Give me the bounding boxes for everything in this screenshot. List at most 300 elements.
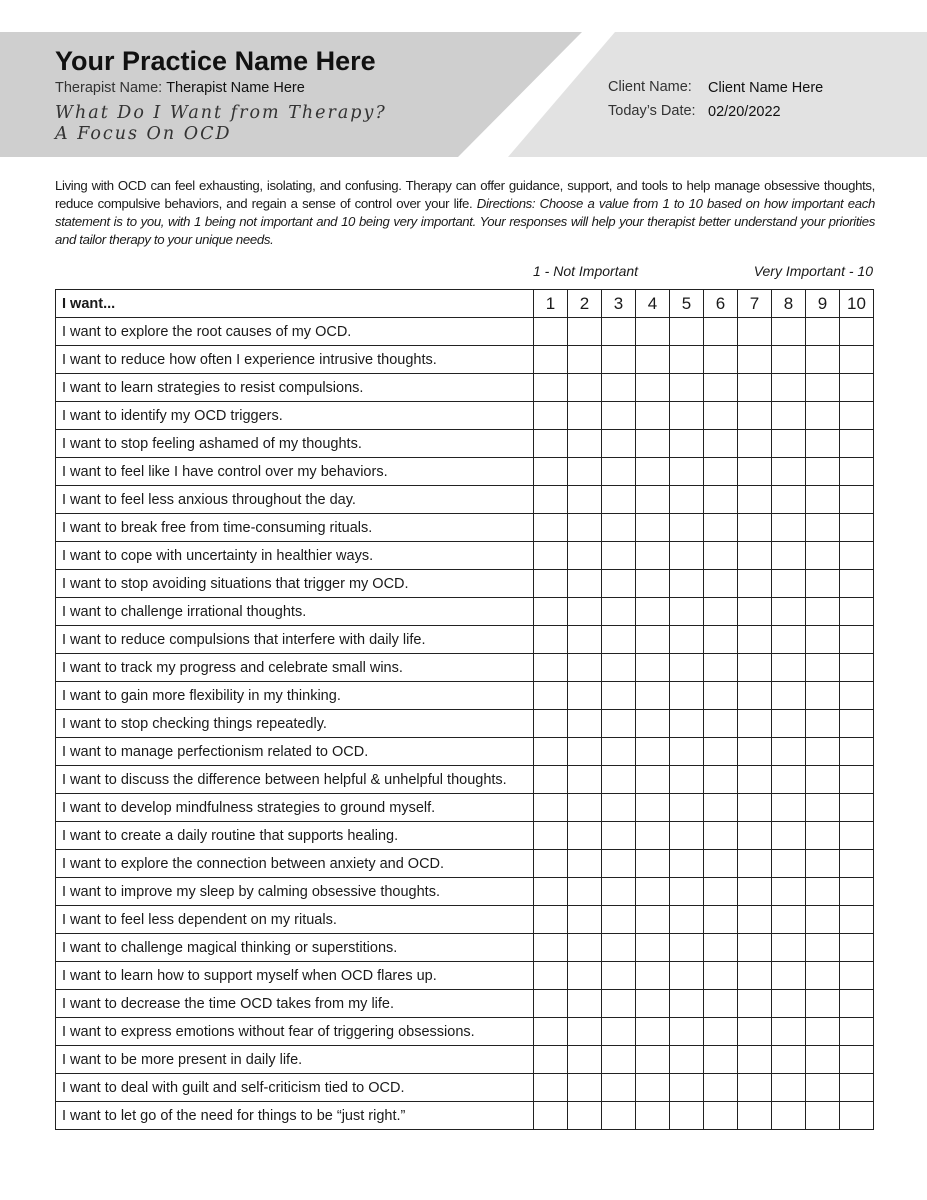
rating-cell[interactable]: [772, 402, 806, 430]
rating-cell[interactable]: [670, 822, 704, 850]
rating-cell[interactable]: [704, 430, 738, 458]
rating-cell[interactable]: [636, 654, 670, 682]
rating-cell[interactable]: [568, 486, 602, 514]
rating-cell[interactable]: [602, 1074, 636, 1102]
rating-cell[interactable]: [602, 458, 636, 486]
rating-cell[interactable]: [738, 542, 772, 570]
rating-cell[interactable]: [534, 542, 568, 570]
rating-cell[interactable]: [670, 374, 704, 402]
rating-cell[interactable]: [806, 738, 840, 766]
rating-cell[interactable]: [806, 990, 840, 1018]
rating-cell[interactable]: [568, 654, 602, 682]
rating-cell[interactable]: [772, 766, 806, 794]
rating-cell[interactable]: [568, 430, 602, 458]
rating-cell[interactable]: [806, 822, 840, 850]
rating-cell[interactable]: [738, 1102, 772, 1130]
rating-cell[interactable]: [670, 542, 704, 570]
rating-cell[interactable]: [670, 1074, 704, 1102]
rating-cell[interactable]: [636, 878, 670, 906]
rating-cell[interactable]: [772, 374, 806, 402]
rating-cell[interactable]: [568, 710, 602, 738]
client-name-label: Client Name:: [608, 79, 692, 95]
rating-cell[interactable]: [568, 934, 602, 962]
rating-cell[interactable]: [772, 1074, 806, 1102]
rating-cell[interactable]: [670, 598, 704, 626]
rating-cell[interactable]: [636, 850, 670, 878]
rating-cell[interactable]: [840, 1074, 874, 1102]
rating-cell[interactable]: [772, 570, 806, 598]
rating-cell[interactable]: [772, 542, 806, 570]
rating-cell[interactable]: [704, 402, 738, 430]
rating-cell[interactable]: [568, 374, 602, 402]
rating-cell[interactable]: [806, 766, 840, 794]
rating-cell[interactable]: [704, 934, 738, 962]
rating-cell[interactable]: [738, 626, 772, 654]
rating-cell[interactable]: [670, 1046, 704, 1074]
rating-cell[interactable]: [636, 542, 670, 570]
rating-cell[interactable]: [772, 794, 806, 822]
rating-cell[interactable]: [738, 934, 772, 962]
rating-cell[interactable]: [806, 458, 840, 486]
rating-cell[interactable]: [636, 402, 670, 430]
rating-cell[interactable]: [602, 1018, 636, 1046]
rating-cell[interactable]: [840, 850, 874, 878]
rating-cell[interactable]: [738, 682, 772, 710]
rating-cell[interactable]: [704, 1102, 738, 1130]
rating-cell[interactable]: [534, 570, 568, 598]
rating-cell[interactable]: [602, 682, 636, 710]
rating-cell[interactable]: [806, 906, 840, 934]
rating-cell[interactable]: [568, 738, 602, 766]
rating-cell[interactable]: [738, 318, 772, 346]
rating-cell[interactable]: [772, 654, 806, 682]
rating-cell[interactable]: [568, 318, 602, 346]
rating-cell[interactable]: [602, 934, 636, 962]
rating-cell[interactable]: [636, 822, 670, 850]
rating-cell[interactable]: [534, 850, 568, 878]
rating-cell[interactable]: [840, 598, 874, 626]
rating-cell[interactable]: [704, 514, 738, 542]
rating-cell[interactable]: [568, 570, 602, 598]
rating-cell[interactable]: [602, 598, 636, 626]
rating-cell[interactable]: [636, 1074, 670, 1102]
rating-cell[interactable]: [772, 822, 806, 850]
rating-cell[interactable]: [534, 318, 568, 346]
rating-cell[interactable]: [602, 878, 636, 906]
rating-cell[interactable]: [670, 458, 704, 486]
rating-cell[interactable]: [670, 906, 704, 934]
rating-cell[interactable]: [534, 654, 568, 682]
rating-cell[interactable]: [840, 934, 874, 962]
rating-cell[interactable]: [534, 934, 568, 962]
rating-cell[interactable]: [636, 374, 670, 402]
rating-cell[interactable]: [602, 822, 636, 850]
rating-cell[interactable]: [670, 430, 704, 458]
rating-cell[interactable]: [636, 682, 670, 710]
rating-cell[interactable]: [568, 458, 602, 486]
rating-cell[interactable]: [738, 570, 772, 598]
rating-cell[interactable]: [704, 850, 738, 878]
rating-cell[interactable]: [738, 346, 772, 374]
rating-cell[interactable]: [738, 458, 772, 486]
rating-cell[interactable]: [568, 850, 602, 878]
rating-cell[interactable]: [704, 374, 738, 402]
rating-cell[interactable]: [670, 318, 704, 346]
rating-cell[interactable]: [840, 346, 874, 374]
rating-cell[interactable]: [772, 626, 806, 654]
rating-cell[interactable]: [534, 906, 568, 934]
rating-cell[interactable]: [636, 598, 670, 626]
rating-cell[interactable]: [670, 626, 704, 654]
rating-cell[interactable]: [534, 598, 568, 626]
rating-cell[interactable]: [568, 626, 602, 654]
rating-cell[interactable]: [738, 878, 772, 906]
rating-cell[interactable]: [738, 962, 772, 990]
rating-cell[interactable]: [534, 486, 568, 514]
rating-cell[interactable]: [806, 1046, 840, 1074]
rating-cell[interactable]: [806, 570, 840, 598]
rating-cell[interactable]: [772, 1046, 806, 1074]
rating-cell[interactable]: [738, 402, 772, 430]
rating-cell[interactable]: [806, 794, 840, 822]
rating-cell[interactable]: [806, 318, 840, 346]
rating-cell[interactable]: [670, 570, 704, 598]
rating-cell[interactable]: [602, 906, 636, 934]
rating-cell[interactable]: [602, 402, 636, 430]
rating-cell[interactable]: [806, 626, 840, 654]
rating-cell[interactable]: [636, 458, 670, 486]
rating-cell[interactable]: [806, 486, 840, 514]
rating-cell[interactable]: [602, 1102, 636, 1130]
rating-cell[interactable]: [704, 626, 738, 654]
rating-cell[interactable]: [534, 878, 568, 906]
rating-cell[interactable]: [602, 542, 636, 570]
rating-cell[interactable]: [772, 878, 806, 906]
rating-cell[interactable]: [840, 458, 874, 486]
rating-cell[interactable]: [806, 878, 840, 906]
rating-cell[interactable]: [636, 1102, 670, 1130]
rating-cell[interactable]: [840, 990, 874, 1018]
rating-cell[interactable]: [670, 850, 704, 878]
rating-cell[interactable]: [602, 346, 636, 374]
rating-cell[interactable]: [636, 934, 670, 962]
rating-cell[interactable]: [840, 1046, 874, 1074]
rating-cell[interactable]: [602, 962, 636, 990]
rating-cell[interactable]: [568, 990, 602, 1018]
rating-cell[interactable]: [534, 430, 568, 458]
client-name-value[interactable]: Client Name Here: [708, 80, 824, 96]
rating-cell[interactable]: [772, 738, 806, 766]
rating-cell[interactable]: [636, 738, 670, 766]
rating-cell[interactable]: [772, 906, 806, 934]
rating-cell[interactable]: [840, 402, 874, 430]
rating-cell[interactable]: [670, 1018, 704, 1046]
rating-cell[interactable]: [602, 654, 636, 682]
rating-cell[interactable]: [840, 794, 874, 822]
rating-cell[interactable]: [840, 486, 874, 514]
rating-cell[interactable]: [840, 906, 874, 934]
rating-cell[interactable]: [534, 794, 568, 822]
rating-cell[interactable]: [636, 1018, 670, 1046]
rating-cell[interactable]: [840, 430, 874, 458]
rating-cell[interactable]: [636, 570, 670, 598]
rating-cell[interactable]: [704, 962, 738, 990]
rating-cell[interactable]: [772, 682, 806, 710]
rating-cell[interactable]: [840, 570, 874, 598]
rating-cell[interactable]: [534, 458, 568, 486]
rating-cell[interactable]: [568, 1046, 602, 1074]
rating-cell[interactable]: [568, 346, 602, 374]
rating-cell[interactable]: [670, 990, 704, 1018]
rating-cell[interactable]: [534, 402, 568, 430]
table-body: [56, 318, 874, 1130]
rating-cell[interactable]: [602, 766, 636, 794]
rating-cell[interactable]: [568, 822, 602, 850]
rating-cell[interactable]: [602, 990, 636, 1018]
rating-cell[interactable]: [568, 1018, 602, 1046]
rating-cell[interactable]: [602, 1046, 636, 1074]
rating-cell[interactable]: [840, 822, 874, 850]
rating-cell[interactable]: [534, 1102, 568, 1130]
rating-cell[interactable]: [806, 850, 840, 878]
rating-cell[interactable]: [534, 710, 568, 738]
rating-cell[interactable]: [704, 654, 738, 682]
rating-cell[interactable]: [738, 1018, 772, 1046]
rating-cell[interactable]: [738, 990, 772, 1018]
rating-cell[interactable]: [806, 1102, 840, 1130]
rating-cell[interactable]: [840, 374, 874, 402]
rating-cell[interactable]: [840, 766, 874, 794]
rating-cell[interactable]: [738, 430, 772, 458]
rating-cell[interactable]: [806, 374, 840, 402]
rating-cell[interactable]: [840, 318, 874, 346]
rating-cell[interactable]: [602, 850, 636, 878]
rating-cell[interactable]: [670, 962, 704, 990]
rating-cell[interactable]: [704, 710, 738, 738]
rating-cell[interactable]: [568, 906, 602, 934]
rating-cell[interactable]: [738, 738, 772, 766]
rating-cell[interactable]: [738, 906, 772, 934]
rating-cell[interactable]: [704, 318, 738, 346]
rating-cell[interactable]: [704, 542, 738, 570]
rating-cell[interactable]: [840, 710, 874, 738]
rating-cell[interactable]: [772, 710, 806, 738]
rating-cell[interactable]: [568, 682, 602, 710]
rating-cell[interactable]: [602, 430, 636, 458]
statement-cell: I want to learn strategies to resist compulsions.: [56, 374, 534, 402]
rating-cell[interactable]: [772, 346, 806, 374]
rating-cell[interactable]: [534, 374, 568, 402]
rating-cell[interactable]: [704, 682, 738, 710]
rating-cell[interactable]: [568, 514, 602, 542]
rating-cell[interactable]: [806, 402, 840, 430]
rating-cell[interactable]: [568, 878, 602, 906]
rating-cell[interactable]: [840, 738, 874, 766]
rating-cell[interactable]: [704, 598, 738, 626]
rating-cell[interactable]: [704, 570, 738, 598]
rating-cell[interactable]: [840, 514, 874, 542]
rating-cell[interactable]: [534, 1018, 568, 1046]
rating-cell[interactable]: [704, 1046, 738, 1074]
rating-cell[interactable]: [806, 514, 840, 542]
rating-cell[interactable]: [602, 514, 636, 542]
rating-cell[interactable]: [806, 934, 840, 962]
rating-cell[interactable]: [534, 990, 568, 1018]
rating-cell[interactable]: [670, 402, 704, 430]
rating-cell[interactable]: [602, 486, 636, 514]
rating-cell[interactable]: [602, 794, 636, 822]
rating-cell[interactable]: [840, 626, 874, 654]
rating-cell[interactable]: [568, 542, 602, 570]
rating-cell[interactable]: [636, 962, 670, 990]
rating-cell[interactable]: [670, 346, 704, 374]
rating-cell[interactable]: [670, 794, 704, 822]
rating-cell[interactable]: [568, 766, 602, 794]
therapist-name-value[interactable]: Therapist Name Here: [166, 80, 305, 96]
rating-cell[interactable]: [772, 990, 806, 1018]
rating-cell[interactable]: [738, 654, 772, 682]
rating-cell[interactable]: [704, 1074, 738, 1102]
rating-cell[interactable]: [670, 710, 704, 738]
rating-cell[interactable]: [568, 598, 602, 626]
statement-cell: I want to learn how to support myself when OCD flares up.: [56, 962, 534, 990]
rating-cell[interactable]: [738, 794, 772, 822]
rating-cell[interactable]: [534, 682, 568, 710]
rating-cell[interactable]: [840, 542, 874, 570]
rating-cell[interactable]: [840, 1102, 874, 1130]
rating-cell[interactable]: [704, 346, 738, 374]
rating-cell[interactable]: [704, 766, 738, 794]
rating-cell[interactable]: [670, 514, 704, 542]
rating-cell[interactable]: [602, 570, 636, 598]
date-value[interactable]: 02/20/2022: [708, 104, 781, 120]
rating-cell[interactable]: [806, 346, 840, 374]
rating-cell[interactable]: [840, 1018, 874, 1046]
rating-cell[interactable]: [806, 654, 840, 682]
rating-cell[interactable]: [602, 318, 636, 346]
rating-cell[interactable]: [704, 990, 738, 1018]
rating-cell[interactable]: [704, 738, 738, 766]
rating-cell[interactable]: [670, 738, 704, 766]
rating-cell[interactable]: [636, 766, 670, 794]
rating-cell[interactable]: [772, 934, 806, 962]
rating-cell[interactable]: [670, 654, 704, 682]
rating-cell[interactable]: [704, 878, 738, 906]
rating-cell[interactable]: [772, 514, 806, 542]
rating-cell[interactable]: [806, 1074, 840, 1102]
rating-cell[interactable]: [704, 486, 738, 514]
rating-cell[interactable]: [806, 1018, 840, 1046]
rating-cell[interactable]: [602, 374, 636, 402]
rating-cell[interactable]: [772, 486, 806, 514]
rating-cell[interactable]: [704, 1018, 738, 1046]
rating-cell[interactable]: [568, 1074, 602, 1102]
table-row: [56, 1074, 874, 1102]
rating-cell[interactable]: [840, 682, 874, 710]
rating-cell[interactable]: [636, 514, 670, 542]
rating-cell[interactable]: [636, 486, 670, 514]
rating-cell[interactable]: [636, 318, 670, 346]
rating-cell[interactable]: [806, 682, 840, 710]
rating-cell[interactable]: [704, 794, 738, 822]
rating-cell[interactable]: [806, 430, 840, 458]
rating-cell[interactable]: [636, 906, 670, 934]
rating-cell[interactable]: [568, 1102, 602, 1130]
rating-cell[interactable]: [738, 486, 772, 514]
rating-cell[interactable]: [636, 1046, 670, 1074]
rating-cell[interactable]: [670, 934, 704, 962]
rating-cell[interactable]: [704, 906, 738, 934]
rating-cell[interactable]: [534, 822, 568, 850]
rating-cell[interactable]: [738, 1046, 772, 1074]
rating-cell[interactable]: [806, 598, 840, 626]
rating-cell[interactable]: [636, 990, 670, 1018]
rating-cell[interactable]: [534, 1074, 568, 1102]
rating-cell[interactable]: [704, 458, 738, 486]
rating-cell[interactable]: [772, 962, 806, 990]
rating-cell[interactable]: [670, 1102, 704, 1130]
rating-cell[interactable]: [772, 430, 806, 458]
rating-cell[interactable]: [534, 346, 568, 374]
rating-cell[interactable]: [670, 766, 704, 794]
rating-cell[interactable]: [840, 654, 874, 682]
rating-cell[interactable]: [738, 598, 772, 626]
table-row: [56, 458, 874, 486]
rating-cell[interactable]: [738, 374, 772, 402]
table-header-row: [56, 290, 874, 318]
rating-cell[interactable]: [602, 738, 636, 766]
rating-cell[interactable]: [534, 766, 568, 794]
rating-cell[interactable]: [806, 962, 840, 990]
rating-cell[interactable]: [534, 962, 568, 990]
rating-cell[interactable]: [670, 878, 704, 906]
rating-cell[interactable]: [534, 626, 568, 654]
rating-cell[interactable]: [602, 710, 636, 738]
rating-cell[interactable]: [772, 1102, 806, 1130]
rating-cell[interactable]: [534, 1046, 568, 1074]
rating-cell[interactable]: [602, 626, 636, 654]
rating-cell[interactable]: [772, 598, 806, 626]
rating-cell[interactable]: [568, 402, 602, 430]
rating-cell[interactable]: [738, 822, 772, 850]
rating-cell[interactable]: [738, 766, 772, 794]
rating-cell[interactable]: [738, 514, 772, 542]
rating-cell[interactable]: [738, 710, 772, 738]
rating-cell[interactable]: [806, 542, 840, 570]
rating-cell[interactable]: [704, 822, 738, 850]
rating-cell[interactable]: [772, 318, 806, 346]
rating-cell[interactable]: [840, 962, 874, 990]
rating-cell[interactable]: [534, 514, 568, 542]
rating-cell[interactable]: [772, 850, 806, 878]
rating-cell[interactable]: [806, 710, 840, 738]
rating-cell[interactable]: [636, 794, 670, 822]
rating-cell[interactable]: [636, 710, 670, 738]
rating-cell[interactable]: [738, 850, 772, 878]
rating-cell[interactable]: [670, 486, 704, 514]
rating-cell[interactable]: [636, 430, 670, 458]
rating-cell[interactable]: [568, 962, 602, 990]
rating-cell[interactable]: [840, 878, 874, 906]
rating-cell[interactable]: [738, 1074, 772, 1102]
rating-cell[interactable]: [636, 346, 670, 374]
rating-cell[interactable]: [636, 626, 670, 654]
rating-cell[interactable]: [670, 682, 704, 710]
rating-cell[interactable]: [534, 738, 568, 766]
rating-cell[interactable]: [772, 1018, 806, 1046]
rating-cell[interactable]: [568, 794, 602, 822]
rating-cell[interactable]: [772, 458, 806, 486]
